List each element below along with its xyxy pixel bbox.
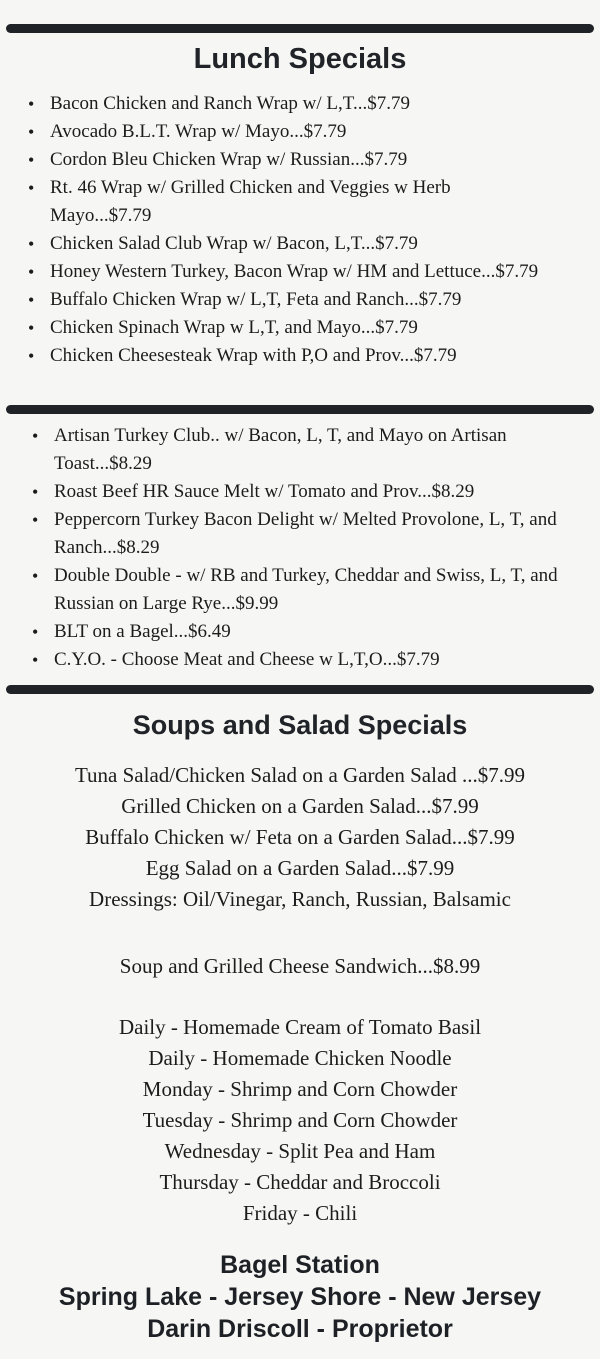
soup-item: Monday - Shrimp and Corn Chowder <box>142 1077 458 1101</box>
proprietor-line: Darin Driscoll - Proprietor <box>147 1315 453 1343</box>
salad-list <box>0 760 600 915</box>
soups-salad-title: Soups and Salad Specials <box>132 710 468 740</box>
salad-item: Grilled Chicken on a Garden Salad...$7.99 <box>121 794 479 818</box>
soup-item: Daily - Homemade Chicken Noodle <box>148 1046 452 1070</box>
soup-item: Tuesday - Shrimp and Corn Chowder <box>142 1108 458 1132</box>
list-item: • Bacon Chicken and Ranch Wrap w/ L,T...$7.79 <box>26 90 582 118</box>
lower-divider <box>6 685 594 694</box>
business-location: Spring Lake - Jersey Shore - New Jersey <box>58 1283 542 1311</box>
lunch-specials-title: Lunch Specials <box>193 43 407 75</box>
list-item: • Chicken Cheesesteak Wrap with P,O and Prov...$7.79 <box>26 342 582 370</box>
soup-item: Thursday - Cheddar and Broccoli <box>159 1170 441 1194</box>
footer <box>0 1249 600 1345</box>
list-item: • Peppercorn Turkey Bacon Delight w/ Melted Provolone, L, T, and Ranch...$8.29 <box>30 506 586 562</box>
middle-divider <box>6 405 594 414</box>
list-item: • Rt. 46 Wrap w/ Grilled Chicken and Veggies w Herb Mayo...$7.79 <box>26 174 582 230</box>
lunch-specials-list <box>26 90 582 370</box>
salad-item: Egg Salad on a Garden Salad...$7.99 <box>145 856 455 880</box>
soup-item: Daily - Homemade Cream of Tomato Basil <box>118 1015 482 1039</box>
soup-item: Friday - Chili <box>242 1201 358 1225</box>
list-item: • Double Double - w/ RB and Turkey, Cheddar and Swiss, L, T, and Russian on Large Rye...$9.99 <box>30 562 586 618</box>
sandwich-list <box>30 422 586 674</box>
list-item: • C.Y.O. - Choose Meat and Cheese w L,T,O...$7.79 <box>30 646 586 674</box>
list-item: • Avocado B.L.T. Wrap w/ Mayo...$7.79 <box>26 118 582 146</box>
soup-sandwich-combo: Soup and Grilled Cheese Sandwich...$8.99 <box>119 954 481 978</box>
soup-item: Wednesday - Split Pea and Ham <box>164 1139 436 1163</box>
list-item: • Honey Western Turkey, Bacon Wrap w/ HM and Lettuce...$7.79 <box>26 258 582 286</box>
dressings-line: Dressings: Oil/Vinegar, Ranch, Russian, Balsamic <box>89 887 511 911</box>
salad-item: Tuna Salad/Chicken Salad on a Garden Salad ...$7.99 <box>74 763 526 787</box>
list-item: • BLT on a Bagel...$6.49 <box>30 618 586 646</box>
salad-item: Buffalo Chicken w/ Feta on a Garden Salad...$7.99 <box>85 825 515 849</box>
list-item: • Roast Beef HR Sauce Melt w/ Tomato and Prov...$8.29 <box>30 478 586 506</box>
list-item: • Buffalo Chicken Wrap w/ L,T, Feta and Ranch...$7.79 <box>26 286 582 314</box>
list-item: • Chicken Spinach Wrap w L,T, and Mayo...$7.79 <box>26 314 582 342</box>
soup-schedule <box>0 1012 600 1229</box>
list-item: • Cordon Bleu Chicken Wrap w/ Russian...$7.79 <box>26 146 582 174</box>
business-name: Bagel Station <box>220 1251 380 1279</box>
list-item: • Artisan Turkey Club.. w/ Bacon, L, T, and Mayo on Artisan Toast...$8.29 <box>30 422 586 478</box>
list-item: • Chicken Salad Club Wrap w/ Bacon, L,T...$7.79 <box>26 230 582 258</box>
top-divider <box>6 24 594 33</box>
